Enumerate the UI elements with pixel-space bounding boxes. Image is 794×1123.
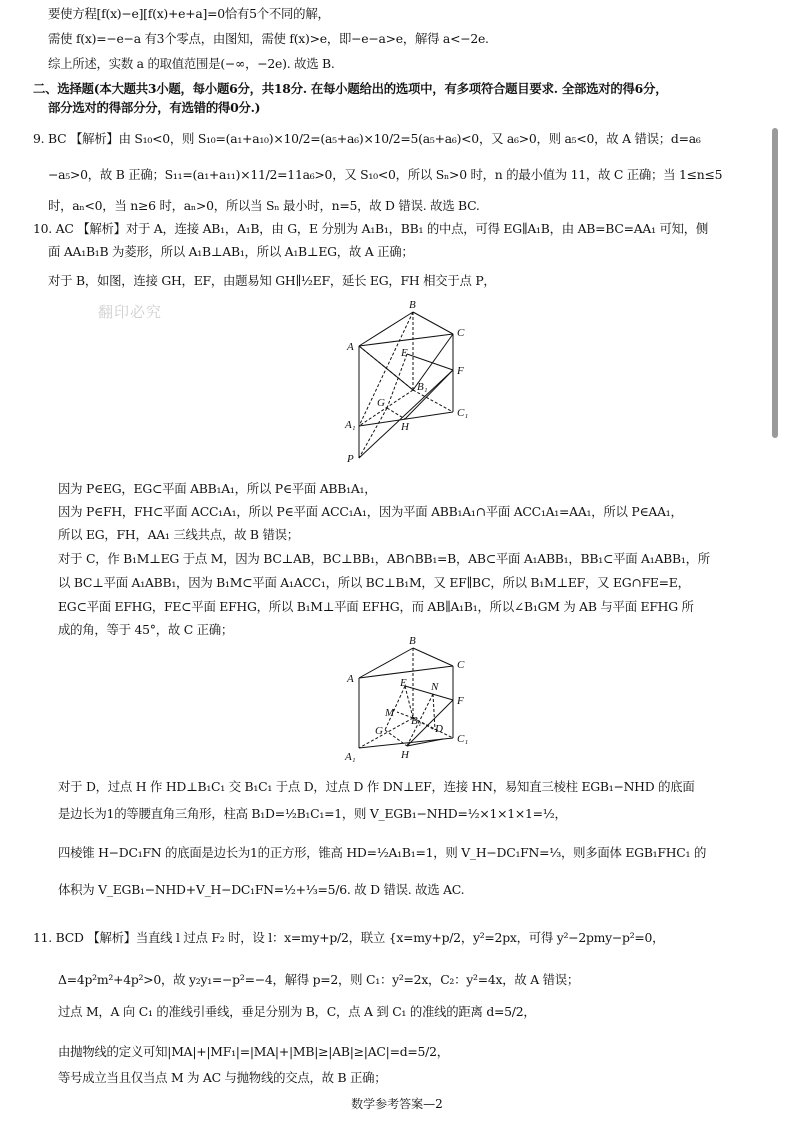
- text-line: 面 AA₁B₁B 为菱形，所以 A₁B⊥AB₁，所以 A₁B⊥EG，故 A 正确；: [48, 244, 414, 259]
- vertex-label: A₁: [345, 419, 356, 431]
- text-line: 所以 EG，FH，AA₁ 三线共点，故 B 错误；: [58, 527, 299, 542]
- vertex-label: C: [457, 327, 465, 339]
- vertex-label: B: [409, 299, 416, 311]
- prism-figure-2: [335, 634, 475, 768]
- text-line: 需使 f(x)=−e−a 有3个零点，由图知，需使 f(x)>e，即−e−a>e，解得 a<−2e.: [48, 31, 489, 46]
- vertex-label: E: [400, 677, 407, 689]
- text-line: 对于 C，作 B₁M⊥EG 于点 M，因为 BC⊥AB，BC⊥BB₁，AB∩BB₁=B，AB⊂平面 A₁ABB₁，BB₁⊂平面 A₁ABB₁，所: [58, 551, 710, 566]
- watermark: 翻印必究: [98, 303, 163, 321]
- vertex-label: P: [347, 453, 354, 465]
- vertex-label: F: [457, 695, 464, 707]
- text-line: 对于 B，如图，连接 GH，EF，由题易知 GH∥½EF，延长 EG，FH 相交于点 P，: [48, 273, 496, 288]
- text-line: EG⊂平面 EFHG，FE⊂平面 EFHG，所以 B₁M⊥平面 EFHG，而 AB∥A₁B₁，所以∠B₁GM 为 AB 与平面 EFHG 所: [58, 599, 694, 614]
- text-line: 对于 D，过点 H 作 HD⊥B₁C₁ 交 B₁C₁ 于点 D，过点 D 作 DN⊥EF，连接 HN，易知直三棱柱 EGB₁−NHD 的底面: [58, 779, 695, 794]
- prism-figure-1: [335, 298, 475, 468]
- vertex-label: F: [457, 365, 464, 377]
- text-line: 时，aₙ<0，当 n≥6 时，aₙ>0，所以当 Sₙ 最小时，n=5，故 D 错误. 故选 BC.: [48, 198, 480, 213]
- vertex-label: D: [435, 723, 443, 735]
- vertex-label: E: [401, 347, 408, 359]
- vertex-label: A: [347, 673, 354, 685]
- text-line: 综上所述，实数 a 的取值范围是(−∞，−2e). 故选 B.: [48, 56, 335, 71]
- text-line: 成的角，等于 45°，故 C 正确；: [58, 622, 234, 637]
- text-line: 要使方程[f(x)−e][f(x)+e+a]=0恰有5个不同的解，: [48, 6, 330, 21]
- vertex-label: G: [377, 397, 385, 409]
- vertex-label: M: [385, 707, 395, 719]
- vertex-label: C₁: [457, 733, 469, 745]
- text-line: 等号成立当且仅当点 M 为 AC 与抛物线的交点，故 B 正确；: [58, 1070, 387, 1085]
- vertex-label: G: [375, 725, 383, 737]
- text-line: Δ=4p²m²+4p²>0，故 y₂y₁=−p²=−4，解得 p=2，则 C₁：y²=2x，C₂：y²=4x，故 A 错误；: [58, 972, 580, 987]
- vertex-label: B₁: [411, 715, 422, 727]
- text-line: 以 BC⊥平面 A₁ABB₁，因为 B₁M⊂平面 A₁ACC₁，所以 BC⊥B₁M，又 EF∥BC，所以 B₁M⊥EF，又 EG∩FE=E，: [58, 575, 690, 590]
- vertex-label: A₁: [345, 751, 356, 763]
- solution-9: 9. BC 【解析】由 S₁₀<0，则 S₁₀=(a₁+a₁₀)×10/2=(a₅+a₆)×10/2=5(a₅+a₆)<0，又 a₆>0，则 a₅<0，故 A 错误；d=a₆: [33, 131, 701, 146]
- text-line: 因为 P∈FH，FH⊂平面 ACC₁A₁，所以 P∈平面 ACC₁A₁，因为平面 ABB₁A₁∩平面 ACC₁A₁=AA₁，所以 P∈AA₁，: [58, 504, 683, 519]
- solution-11: 11. BCD 【解析】当直线 l 过点 F₂ 时，设 l：x=my+p/2，联立 {x=my+p/2，y²=2px，可得 y²−2pmy−p²=0，: [33, 930, 665, 945]
- vertex-label: C: [457, 659, 465, 671]
- vertex-label: A: [347, 341, 354, 353]
- scrollbar-thumb[interactable]: [772, 128, 778, 438]
- solution-10: 10. AC 【解析】对于 A，连接 AB₁，A₁B，由 G，E 分别为 A₁B₁，BB₁ 的中点，可得 EG∥A₁B，由 AB=BC=AA₁ 可知，侧: [33, 221, 709, 236]
- text-line: 体积为 V_EGB₁−NHD+V_H−DC₁FN=½+⅓=5/6. 故 D 错误. 故选 AC.: [58, 882, 465, 897]
- vertex-label: B: [409, 635, 416, 647]
- vertex-label: H: [401, 749, 409, 761]
- section-heading: 部分选对的得部分分，有选错的得0分.): [48, 100, 261, 115]
- vertex-label: C₁: [457, 407, 469, 419]
- text-line: 四棱锥 H−DC₁FN 的底面是边长为1的正方形，锥高 HD=½A₁B₁=1，则 V_H−DC₁FN=⅓，则多面体 EGB₁FHC₁ 的: [58, 845, 707, 860]
- vertex-label: H: [401, 421, 409, 433]
- text-line: 过点 M，A 向 C₁ 的准线引垂线，垂足分别为 B，C，点 A 到 C₁ 的准线的距离 d=5/2，: [58, 1004, 536, 1019]
- vertex-label: N: [431, 681, 439, 693]
- text-line: 由抛物线的定义可知|MA|+|MF₁|=|MA|+|MB|≥|AB|≥|AC|=d=5/2，: [58, 1044, 449, 1059]
- text-line: −a₅>0，故 B 正确；S₁₁=(a₁+a₁₁)×11/2=11a₆>0，又 S₁₀<0，所以 Sₙ>0 时，n 的最小值为 11，故 C 正确；当 1≤n≤5: [48, 167, 723, 182]
- vertex-label: B₁: [417, 381, 428, 393]
- text-line: 因为 P∈EG，EG⊂平面 ABB₁A₁，所以 P∈平面 ABB₁A₁，: [58, 481, 377, 496]
- page-footer: 数学参考答案—2: [351, 1097, 443, 1111]
- text-line: 是边长为1的等腰直角三角形，柱高 B₁D=½B₁C₁=1，则 V_EGB₁−NHD=½×1×1×1=½，: [58, 806, 567, 821]
- section-heading: 二、选择题(本大题共3小题，每小题6分，共18分. 在每小题给出的选项中，有多项符合题目要求. 全部选对的得6分，: [33, 81, 668, 96]
